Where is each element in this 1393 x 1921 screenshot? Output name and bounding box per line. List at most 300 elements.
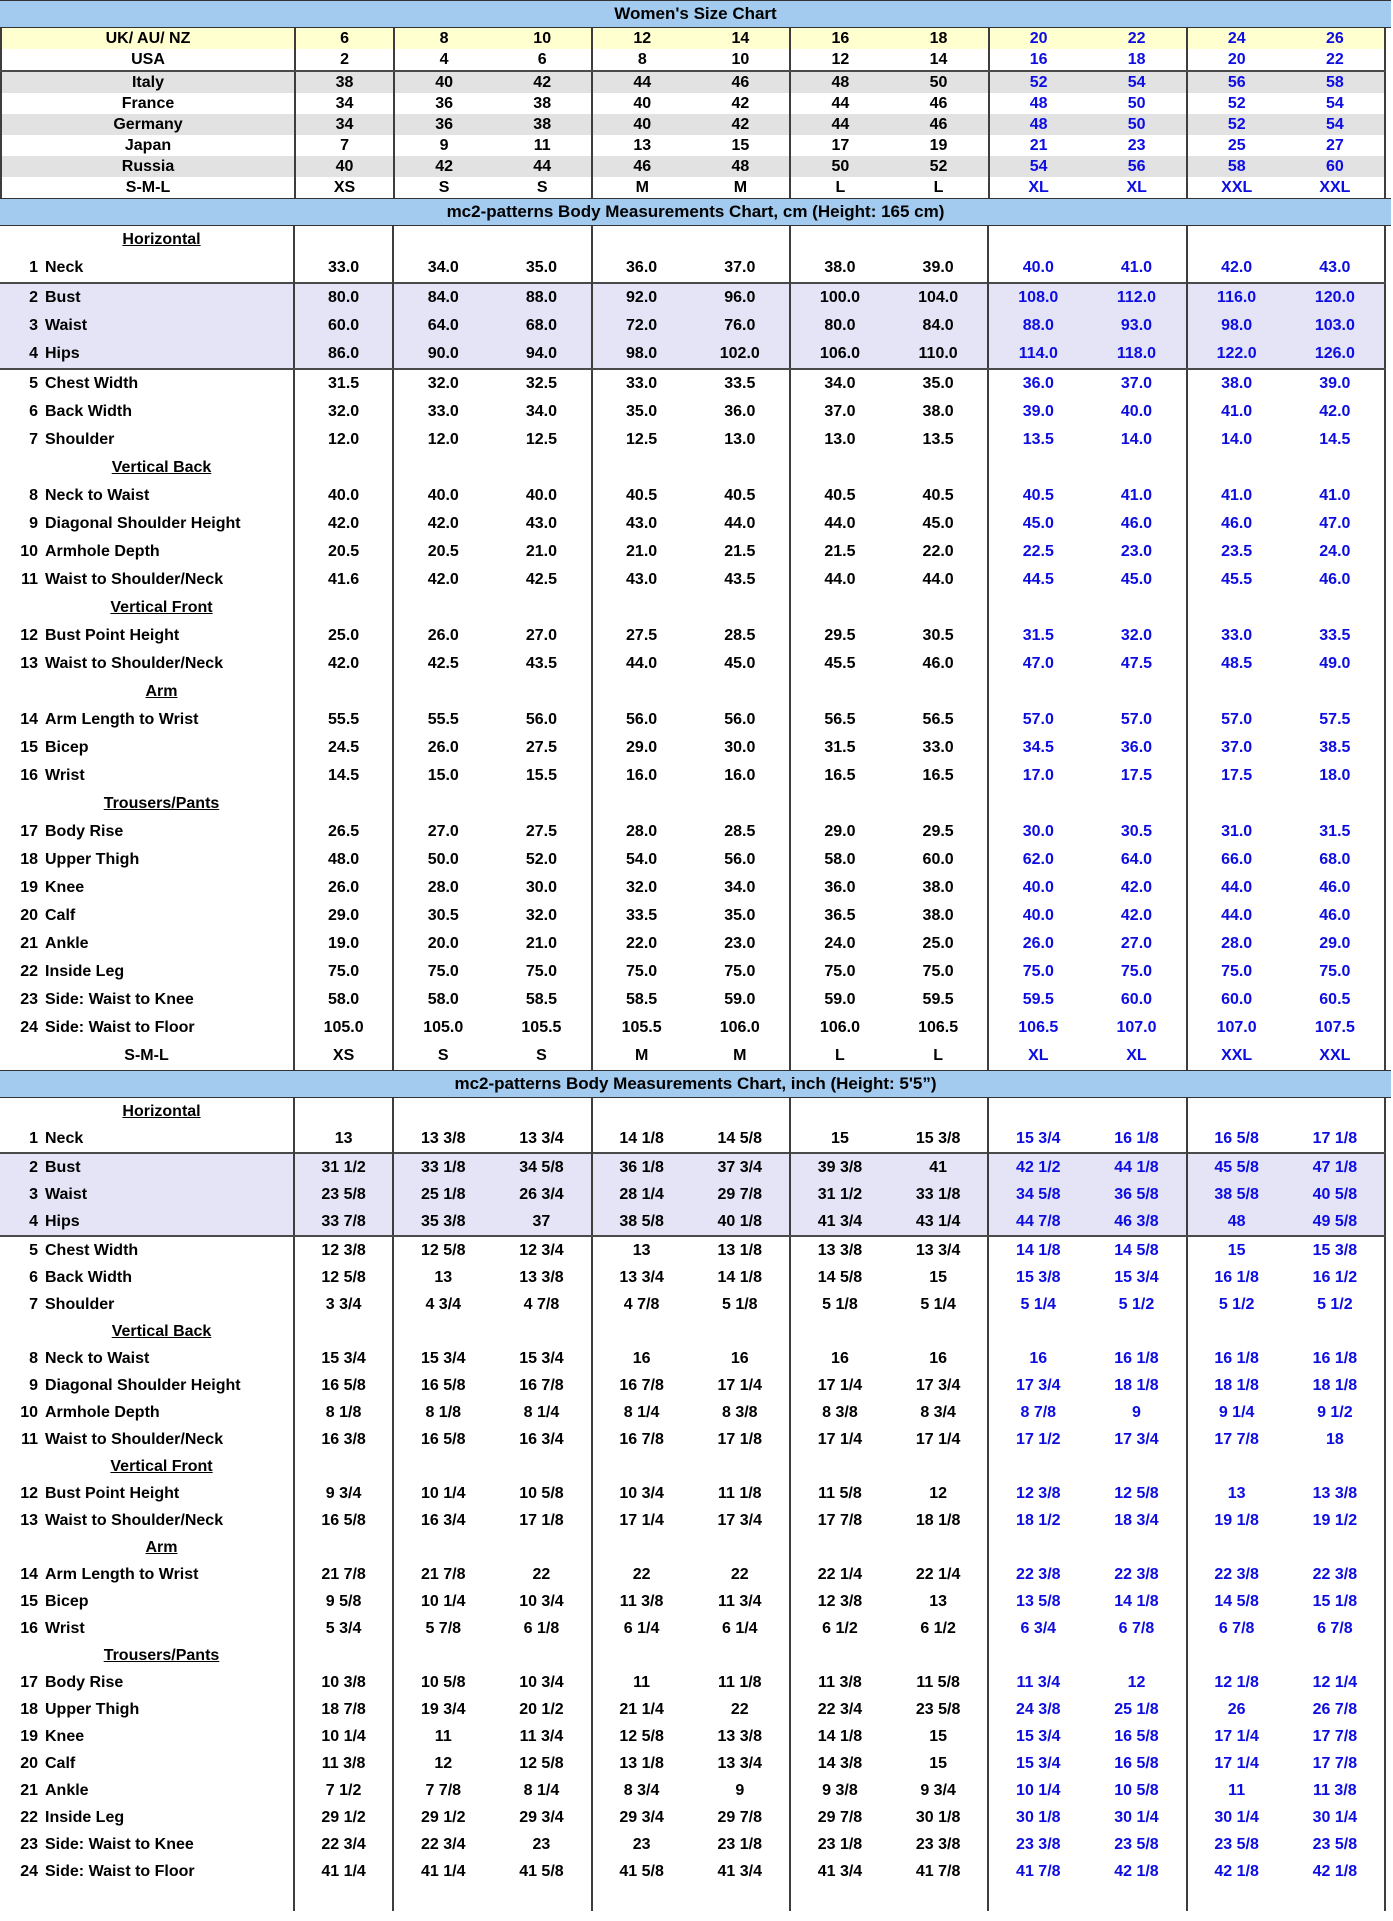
value-cell: 7 1/2 (294, 1777, 393, 1804)
value-cell: 15 (790, 1125, 889, 1153)
value-cell: 36 (394, 114, 493, 135)
value-cell: 23 (592, 1831, 691, 1858)
measurement-number: 5 (29, 375, 38, 392)
size-conversion-row (1, 93, 1385, 114)
measurement-number: 10 (20, 1403, 38, 1421)
value-cell: 18 3/4 (1114, 1511, 1159, 1529)
value-cell: 40 1/8 (691, 1208, 790, 1236)
value-cell: 5 1/2 (1118, 1295, 1155, 1313)
value-cell: 8 (592, 49, 691, 71)
value-cell: 58 (1187, 156, 1286, 177)
value-cell: 45.0 (922, 515, 954, 532)
row-label-cell: S-M-L (125, 178, 171, 196)
value-cell: 12.0 (393, 426, 492, 454)
value-cell: 17 1/4 (1187, 1723, 1286, 1750)
measurement-number: 23 (20, 1835, 38, 1853)
value-cell: 31 1/2 (294, 1153, 393, 1181)
row-label-cell: Japan (124, 136, 172, 154)
measurement-number: 2 (29, 1158, 38, 1176)
value-cell: 29.0 (790, 818, 889, 846)
value-cell: 108.0 (988, 283, 1087, 312)
measurement-number: 12 (20, 1484, 38, 1502)
value-cell (790, 790, 889, 818)
measurement-row (0, 538, 1385, 566)
value-cell: 48 (989, 114, 1088, 135)
value-cell: 43.0 (592, 510, 691, 538)
value-cell: 112.0 (1087, 283, 1186, 312)
measurement-number: 7 (29, 1295, 38, 1313)
row-label-cell (0, 762, 294, 790)
value-cell (889, 454, 988, 482)
row-label-cell (0, 1669, 294, 1696)
value-cell: 9 3/4 (920, 1781, 956, 1799)
value-cell: 29.5 (922, 823, 954, 840)
value-cell: 16.0 (592, 762, 691, 790)
measurement-label: Chest Width (45, 1241, 139, 1259)
value-cell: 23 5/8 (1187, 1831, 1286, 1858)
value-cell: 13 3/4 (592, 1264, 691, 1291)
measurement-row (0, 1831, 1385, 1858)
measurement-row (0, 1426, 1385, 1453)
row-label-cell (0, 902, 294, 930)
value-cell: 16 5/8 (294, 1372, 393, 1399)
value-cell: 40.5 (592, 482, 691, 510)
value-cell: 21.0 (592, 538, 691, 566)
value-cell: 22 3/4 (393, 1831, 492, 1858)
value-cell: 38 (533, 94, 552, 112)
row-label-cell (0, 930, 294, 958)
value-cell: 22 (1088, 28, 1187, 49)
value-cell (988, 226, 1087, 254)
value-cell: 39.0 (922, 259, 954, 276)
value-cell: 47.5 (1120, 655, 1153, 672)
value-cell: 38.0 (1187, 369, 1286, 398)
value-cell: 42 1/8 (1312, 1862, 1358, 1880)
value-cell: 22.0 (922, 543, 954, 560)
value-cell (592, 594, 691, 622)
value-cell: 29 7/8 (790, 1804, 889, 1831)
value-cell: 36.0 (724, 403, 756, 420)
measurement-label: Bicep (45, 739, 89, 756)
value-cell: 31.0 (1187, 818, 1286, 846)
value-cell: 39.0 (988, 398, 1087, 426)
value-cell: 16 7/8 (519, 1376, 564, 1394)
value-cell (988, 594, 1087, 622)
measurement-number: 9 (29, 1376, 38, 1394)
value-cell: 34 (295, 114, 394, 135)
value-cell: 75.0 (294, 958, 393, 986)
measurement-label: Neck to Waist (45, 1349, 150, 1367)
value-cell: 41.0 (1187, 398, 1286, 426)
section-header-label: Horizontal (122, 1102, 201, 1120)
value-cell: 15 (929, 1727, 948, 1745)
value-cell: 25.0 (922, 935, 954, 952)
row-label-cell (0, 1125, 294, 1153)
measurement-label: Body Rise (45, 823, 124, 840)
value-cell: 11 3/8 (294, 1750, 393, 1777)
value-cell: 35.0 (592, 398, 691, 426)
measurement-label: Neck (45, 1129, 84, 1147)
value-cell: 60 (1286, 156, 1385, 177)
value-cell: 16 3/4 (393, 1507, 492, 1534)
value-cell: 60.5 (1319, 991, 1351, 1008)
value-cell: XS (294, 1042, 393, 1070)
row-label-cell (0, 1318, 294, 1345)
value-cell: 48 (1187, 1208, 1286, 1236)
value-cell: 28.0 (1187, 930, 1286, 958)
value-cell: M (592, 1042, 691, 1070)
value-cell: 12 3/8 (988, 1480, 1087, 1507)
value-cell: 22 3/8 (988, 1561, 1087, 1588)
measurement-row (0, 846, 1385, 874)
value-cell: 9 3/4 (294, 1480, 393, 1507)
value-cell (492, 226, 591, 254)
value-cell: XL (988, 1042, 1087, 1070)
row-label-cell (0, 1236, 294, 1264)
value-cell (492, 1642, 591, 1669)
value-cell: 105.0 (294, 1014, 393, 1042)
value-cell: 34.0 (393, 254, 492, 283)
value-cell: 30.5 (922, 627, 954, 644)
value-cell: 29 7/8 (691, 1181, 790, 1208)
value-cell (1187, 1453, 1286, 1480)
value-cell: 6 7/8 (1187, 1615, 1286, 1642)
value-cell: 56.5 (922, 711, 954, 728)
value-cell: 21 1/4 (592, 1696, 691, 1723)
value-cell: 22.0 (592, 930, 691, 958)
value-cell: 16 5/8 (393, 1426, 492, 1453)
value-cell: 9 5/8 (294, 1588, 393, 1615)
value-cell: 43.5 (525, 655, 557, 672)
value-cell (393, 1318, 492, 1345)
value-cell: 40.5 (988, 482, 1087, 510)
value-cell: XXL (1187, 1042, 1286, 1070)
value-cell (1087, 678, 1186, 706)
value-cell: 49 5/8 (1286, 1208, 1385, 1236)
measurement-label: Upper Thigh (45, 851, 140, 868)
value-cell: 46.0 (1319, 571, 1351, 588)
value-cell: 56.0 (724, 851, 756, 868)
value-cell: 24 3/8 (988, 1696, 1087, 1723)
value-cell: 30 1/4 (1114, 1808, 1159, 1826)
value-cell: 15 1/8 (1312, 1592, 1358, 1610)
value-cell: 14.0 (1120, 431, 1153, 448)
value-cell: 34.5 (988, 734, 1087, 762)
value-cell: 5 1/8 (790, 1291, 889, 1318)
value-cell: 48 (790, 71, 889, 93)
value-cell: 54 (1325, 94, 1344, 112)
row-label-cell: Germany (1, 114, 295, 135)
row-label-cell (0, 1345, 294, 1372)
value-cell (988, 1453, 1087, 1480)
row-label-cell (0, 1181, 294, 1208)
value-cell: 29 1/2 (393, 1804, 492, 1831)
value-cell (790, 226, 889, 254)
measurement-label: Side: Waist to Knee (45, 1835, 194, 1853)
value-cell: 10 1/4 (393, 1480, 492, 1507)
value-cell: 22 3/8 (1187, 1561, 1286, 1588)
value-cell (691, 1453, 790, 1480)
measurement-row (0, 482, 1385, 510)
value-cell (889, 1642, 988, 1669)
measurement-row (0, 1858, 1385, 1885)
value-cell: 60.0 (922, 851, 954, 868)
size-conversion-row (1, 114, 1385, 135)
value-cell: 22 3/4 (294, 1831, 393, 1858)
value-cell: 28.0 (393, 874, 492, 902)
measurement-row (0, 706, 1385, 734)
value-cell: 50 (1127, 94, 1146, 112)
value-cell: 17 3/4 (915, 1376, 961, 1394)
value-cell: 40.0 (988, 902, 1087, 930)
measurement-label: Armhole Depth (45, 1403, 160, 1421)
value-cell (492, 1534, 591, 1561)
value-cell: 41 3/4 (790, 1208, 889, 1236)
row-label-cell (0, 1153, 294, 1181)
value-cell: 4 (394, 49, 493, 71)
measurement-row (0, 426, 1385, 454)
measurement-number: 20 (20, 907, 38, 924)
value-cell: 75.0 (922, 963, 954, 980)
measurement-number: 16 (20, 767, 38, 784)
measurement-row (0, 1777, 1385, 1804)
value-cell: 62.0 (988, 846, 1087, 874)
value-cell: 75.0 (393, 958, 492, 986)
row-label-cell (0, 1208, 294, 1236)
value-cell (889, 790, 988, 818)
value-cell: 98.0 (592, 340, 691, 369)
value-cell: 34 (295, 93, 394, 114)
value-cell: 45.0 (724, 655, 756, 672)
value-cell: 6 (295, 28, 394, 49)
section-header-label: Arm (145, 1538, 178, 1556)
value-cell: 80.0 (790, 312, 889, 340)
measurement-row (0, 1669, 1385, 1696)
measurement-row (0, 1696, 1385, 1723)
value-cell: 26.0 (393, 734, 492, 762)
value-cell (393, 1098, 492, 1125)
value-cell: 105.0 (393, 1014, 492, 1042)
value-cell: 52 (889, 156, 988, 177)
value-cell: 14 1/8 (592, 1125, 691, 1153)
value-cell: 23.5 (1187, 538, 1286, 566)
value-cell: 34.0 (525, 403, 557, 420)
value-cell (294, 678, 393, 706)
value-cell: 42.0 (294, 510, 393, 538)
value-cell: 10 5/8 (519, 1484, 564, 1502)
value-cell (294, 1098, 393, 1125)
measurement-row (0, 986, 1385, 1014)
value-cell (1187, 454, 1286, 482)
value-cell: 6 1/2 (920, 1619, 956, 1637)
value-cell: 39.0 (1319, 375, 1351, 392)
value-cell: 34.0 (790, 369, 889, 398)
value-cell: 106.0 (719, 1019, 760, 1036)
value-cell (294, 1318, 393, 1345)
measurement-row (0, 1236, 1385, 1264)
value-cell: 14 5/8 (790, 1264, 889, 1291)
value-cell: 10 1/4 (294, 1723, 393, 1750)
value-cell: 11 (533, 136, 551, 154)
value-cell: 33.5 (1319, 627, 1351, 644)
value-cell: 13 (294, 1125, 393, 1153)
row-label-cell (0, 650, 294, 678)
value-cell: 84.0 (889, 312, 988, 340)
value-cell (790, 1534, 889, 1561)
value-cell: 36 (394, 93, 493, 114)
value-cell: 15 3/8 (1312, 1241, 1358, 1259)
value-cell (691, 1318, 790, 1345)
value-cell: 75.0 (988, 958, 1087, 986)
value-cell (492, 790, 591, 818)
value-cell: 58.5 (592, 986, 691, 1014)
value-cell: 56.0 (525, 711, 557, 728)
measurement-number: 13 (20, 1511, 38, 1529)
value-cell: 15 3/4 (294, 1345, 393, 1372)
row-label-cell (0, 1750, 294, 1777)
value-cell: 23 (532, 1835, 551, 1853)
value-cell: 17 1/8 (519, 1511, 564, 1529)
measurement-label: Ankle (45, 935, 89, 952)
measurement-number: 3 (29, 1185, 38, 1203)
value-cell (889, 1098, 988, 1125)
measurement-number: 13 (20, 655, 38, 672)
value-cell (393, 1642, 492, 1669)
value-cell: 16 1/8 (1187, 1264, 1286, 1291)
measurement-row (0, 930, 1385, 958)
value-cell: 29 7/8 (717, 1808, 763, 1826)
value-cell: 38 5/8 (1187, 1181, 1286, 1208)
value-cell: 76.0 (691, 312, 790, 340)
value-cell (1187, 1885, 1286, 1911)
value-cell: 17 3/4 (717, 1511, 763, 1529)
value-cell: 15 (929, 1268, 948, 1286)
value-cell: 14 5/8 (1114, 1241, 1159, 1259)
measurement-label: Diagonal Shoulder Height (45, 515, 241, 532)
value-cell: 15 3/4 (988, 1750, 1087, 1777)
value-cell: 15 (1187, 1236, 1286, 1264)
value-cell: 41.0 (1120, 487, 1153, 504)
measurement-row (0, 1153, 1385, 1181)
value-cell: 23 1/8 (790, 1831, 889, 1858)
value-cell: 41 1/4 (393, 1858, 492, 1885)
value-cell: 40.0 (294, 482, 393, 510)
value-cell: 30 1/8 (915, 1808, 961, 1826)
value-cell: 118.0 (1087, 340, 1186, 369)
value-cell: 42 (731, 94, 750, 112)
measurement-number: 2 (29, 289, 38, 306)
value-cell: 42.0 (1120, 879, 1153, 896)
size-conversion-row (1, 156, 1385, 177)
row-label-cell (0, 1804, 294, 1831)
value-cell: 15 3/4 (988, 1125, 1087, 1153)
value-cell (492, 594, 591, 622)
value-cell: 9 (735, 1781, 745, 1799)
value-cell: 103.0 (1286, 312, 1385, 340)
value-cell: 17 1/4 (915, 1430, 961, 1448)
value-cell: 93.0 (1087, 312, 1186, 340)
value-cell: 10 3/4 (519, 1673, 564, 1691)
value-cell: 12 5/8 (393, 1236, 492, 1264)
value-cell: 21 7/8 (393, 1561, 492, 1588)
value-cell: 5 7/8 (393, 1615, 492, 1642)
value-cell (1087, 226, 1186, 254)
value-cell (691, 1534, 790, 1561)
value-cell: 30.5 (393, 902, 492, 930)
value-cell: 17 1/4 (717, 1376, 763, 1394)
row-label-cell (0, 254, 294, 283)
value-cell: 102.0 (691, 340, 790, 369)
section-header-label: Vertical Back (111, 459, 212, 476)
value-cell (1187, 1098, 1286, 1125)
value-cell: 30 1/8 (988, 1804, 1087, 1831)
value-cell: 26 (1286, 28, 1385, 49)
measurement-row (0, 340, 1385, 369)
value-cell: 17 1/4 (592, 1507, 691, 1534)
value-cell: 57.0 (1187, 706, 1286, 734)
row-label-cell (0, 1291, 294, 1318)
value-cell: 14 (691, 28, 790, 49)
row-label-cell (0, 818, 294, 846)
value-cell: 10 1/4 (393, 1588, 492, 1615)
value-cell: 23 1/8 (717, 1835, 763, 1853)
value-cell: 22.5 (988, 538, 1087, 566)
size-conversion-row (1, 49, 1385, 71)
value-cell: 19.0 (294, 930, 393, 958)
value-cell: 11 3/4 (519, 1727, 564, 1745)
value-cell: 16 5/8 (294, 1507, 393, 1534)
value-cell: 40 5/8 (1286, 1181, 1385, 1208)
value-cell: 10 5/8 (393, 1669, 492, 1696)
value-cell: 30.0 (724, 739, 756, 756)
value-cell: 8 3/4 (592, 1777, 691, 1804)
value-cell: 16 1/2 (1312, 1268, 1358, 1286)
value-cell (294, 1534, 393, 1561)
value-cell: 17 7/8 (1312, 1754, 1358, 1772)
value-cell: 54.0 (592, 846, 691, 874)
value-cell: 11 5/8 (916, 1673, 960, 1691)
value-cell: 10 (493, 28, 592, 49)
value-cell: 13 3/4 (519, 1129, 564, 1147)
size-conversion-table (0, 28, 1386, 198)
value-cell: 23.0 (1120, 543, 1153, 560)
section-header-row (0, 594, 1385, 622)
inch-chart-title-bar (0, 1070, 1391, 1098)
value-cell: 40 (592, 114, 691, 135)
value-cell: 16 3/8 (294, 1426, 393, 1453)
measurement-label: Side: Waist to Floor (45, 1862, 195, 1880)
value-cell: 8 3/4 (920, 1403, 956, 1421)
value-cell: 29.0 (592, 734, 691, 762)
value-cell (1286, 594, 1385, 622)
value-cell: 41 (889, 1153, 988, 1181)
value-cell: 29.0 (294, 902, 393, 930)
value-cell: 86.0 (294, 340, 393, 369)
value-cell: 23 5/8 (1312, 1835, 1358, 1853)
measurement-number: 11 (21, 1430, 38, 1448)
value-cell: S (394, 177, 493, 198)
value-cell: 75.0 (525, 963, 557, 980)
value-cell: 44.0 (592, 650, 691, 678)
value-cell (294, 454, 393, 482)
value-cell: 44.0 (922, 571, 954, 588)
measurement-label: Armhole Depth (45, 543, 160, 560)
value-cell (790, 1885, 889, 1911)
sml-row (0, 1042, 1385, 1070)
value-cell (393, 594, 492, 622)
value-cell: 27.0 (393, 818, 492, 846)
section-header-row (0, 1098, 1385, 1125)
